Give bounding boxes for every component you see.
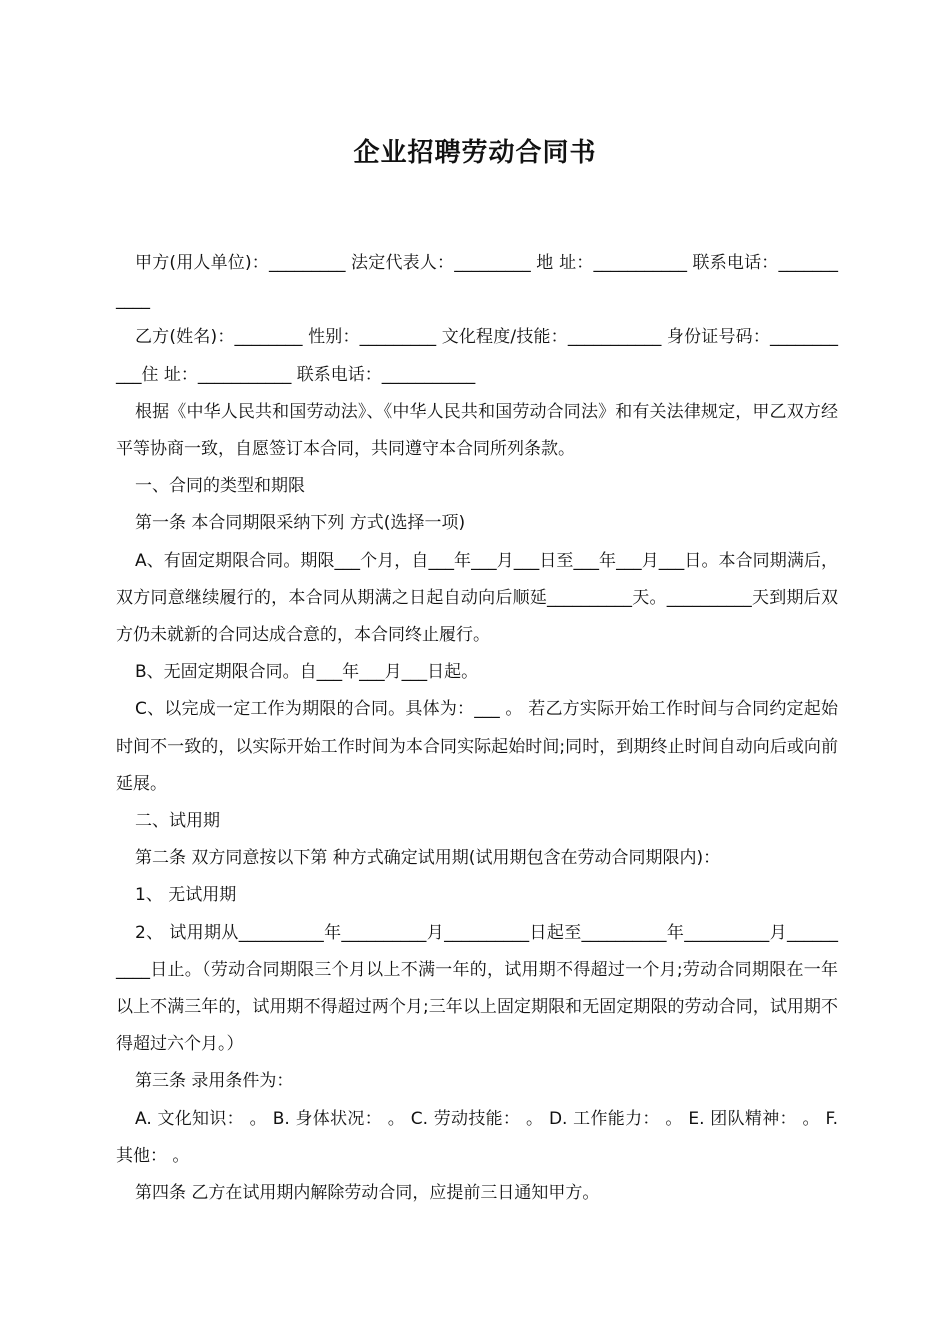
legal-basis-paragraph: 根据《中华人民共和国劳动法》、《中华人民共和国劳动合同法》和有关法律规定，甲乙双方经平等协商一致，自愿签订本合同，共同遵守本合同所列条款。 <box>116 401 838 460</box>
option-c-task-term: C、以完成一定工作为期限的合同。具体为：___ 。 若乙方实际开始工作时间与合同约定起始时间不一致的，以实际开始工作时间为本合同实际起始时间;同时，到期终止时间自动向后或向前延展。 <box>116 699 838 794</box>
article-3: 第三条 录用条件为： <box>135 1071 294 1092</box>
article-4: 第四条 乙方在试用期内解除劳动合同，应提前三日通知甲方。 <box>135 1183 600 1204</box>
hiring-conditions: A. 文化知识： 。 B. 身体状况： 。 C. 劳动技能： 。 D. 工作能力： 。 E. 团队精神： 。 F. 其他： 。 <box>116 1108 838 1166</box>
article-1: 第一条 本合同期限采纳下列 方式(选择一项) <box>135 513 466 534</box>
probation-option-2: 2、 试用期从__________年__________月__________日起至__________年__________月__________日止。（劳动合同期限三个月以上不满一年的，试用期不得超过一个月;劳动合同期限在一年以上不满三年的，试用期不得超过两个月;三年以上固定期限和无固定期限的劳动合同，试用期不得超过六个月。） <box>116 922 838 1055</box>
probation-option-1: 1、 无试用期 <box>135 885 237 906</box>
party-a-info: 甲方(用人单位)：_________ 法定代表人：_________ 地 址：___________ 联系电话：___________ <box>116 253 838 311</box>
section-heading-probation: 二、试用期 <box>135 811 220 832</box>
section-heading-contract-type: 一、合同的类型和期限 <box>135 476 305 497</box>
article-2: 第二条 双方同意按以下第 种方式确定试用期(试用期包含在劳动合同期限内)： <box>135 848 721 869</box>
document-body <box>116 245 838 1212</box>
option-b-open-term: B、无固定期限合同。自___年___月___日起。 <box>135 662 479 683</box>
option-a-fixed-term: A、有固定期限合同。期限___个月，自___年___月___日至___年___月___日。本合同期满后，双方同意继续履行的，本合同从期满之日起自动向后顺延__________天。__________天到期后双方仍未就新的合同达成合意的，本合同终止履行。 <box>116 550 838 646</box>
document-title: 企业招聘劳动合同书 <box>353 138 597 168</box>
party-b-info: 乙方(姓名)：________ 性别：_________ 文化程度/技能：___________ 身份证号码：___________住 址：___________ 联系电话：___________ <box>116 327 838 385</box>
